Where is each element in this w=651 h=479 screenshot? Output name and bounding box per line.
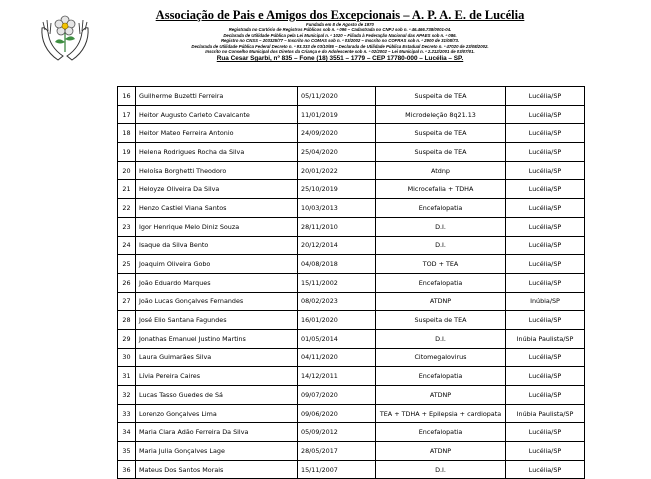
city-cell: Inúbia Paulista/SP	[506, 404, 585, 423]
table-row	[118, 311, 585, 330]
table-row	[118, 273, 585, 292]
table-row	[118, 180, 585, 199]
student-name-cell: Joaquim Oliveira Gobo	[136, 255, 298, 274]
diagnosis-cell: ATDNP	[376, 292, 506, 311]
student-name-cell: Heitor Mateo Ferreira Antonio	[136, 124, 298, 143]
city-cell: Lucélia/SP	[506, 105, 585, 124]
row-number-cell: 35	[118, 442, 136, 461]
row-number-cell: 33	[118, 404, 136, 423]
table-row	[118, 124, 585, 143]
student-name-cell: Helena Rodrigues Rocha da Silva	[136, 143, 298, 162]
diagnosis-cell: Microdeleção 8q21.13	[376, 105, 506, 124]
table-row	[118, 329, 585, 348]
row-number-cell: 30	[118, 348, 136, 367]
diagnosis-cell: Suspeita de TEA	[376, 311, 506, 330]
student-name-cell: João Lucas Gonçalves Fernandes	[136, 292, 298, 311]
row-number-cell: 34	[118, 423, 136, 442]
student-name-cell: Maria Clara Adão Ferreira Da Silva	[136, 423, 298, 442]
birth-date-cell: 09/06/2020	[298, 404, 376, 423]
student-name-cell: Laura Guimarães Silva	[136, 348, 298, 367]
diagnosis-cell: Encefalopatia	[376, 423, 506, 442]
birth-date-cell: 01/05/2014	[298, 329, 376, 348]
hands-flower-icon	[36, 8, 94, 66]
birth-date-cell: 25/04/2020	[298, 143, 376, 162]
row-number-cell: 26	[118, 273, 136, 292]
birth-date-cell: 20/01/2022	[298, 161, 376, 180]
registration-line: Registro no CNSS – 203325/77 – Inscrito no COMAS sob n. º 03/2002 – Inscrito no COFRAS sob n. º 2900 de 31/08/73.	[220, 38, 460, 44]
birth-date-cell: 11/01/2019	[298, 105, 376, 124]
student-name-cell: Mateus Dos Santos Morais	[136, 460, 298, 479]
birth-date-cell: 15/11/2002	[298, 273, 376, 292]
row-number-cell: 17	[118, 105, 136, 124]
city-cell: Lucélia/SP	[506, 442, 585, 461]
row-number-cell: 25	[118, 255, 136, 274]
table-row	[118, 105, 585, 124]
city-cell: Lucélia/SP	[506, 124, 585, 143]
diagnosis-cell: Suspeita de TEA	[376, 143, 506, 162]
registration-line: Registrada no Cartório de Registros Públicos sob n. º 096 – Cadastrada no CNPJ sob n. º 46.466.738/0001-04.	[228, 27, 452, 33]
table-row	[118, 87, 585, 106]
diagnosis-cell: TEA + TDHA + Epilepsia + cardiopata	[376, 404, 506, 423]
address-line: Rua Cesar Sgarbi, nº 835 – Fone (18) 3551 – 1779 – CEP 17780-000 – Lucélia – SP.	[216, 55, 464, 63]
table-row	[118, 367, 585, 386]
city-cell: Lucélia/SP	[506, 255, 585, 274]
diagnosis-cell: Encefalopatia	[376, 367, 506, 386]
row-number-cell: 21	[118, 180, 136, 199]
table-row	[118, 386, 585, 405]
table-row	[118, 236, 585, 255]
student-name-cell: Jonathas Emanuel Justino Martins	[136, 329, 298, 348]
student-name-cell: Maria Julia Gonçalves Lage	[136, 442, 298, 461]
city-cell: Lucélia/SP	[506, 217, 585, 236]
diagnosis-cell: Encefalopatia	[376, 273, 506, 292]
diagnosis-cell: Microcefalia + TDHA	[376, 180, 506, 199]
diagnosis-cell: D.I.	[376, 217, 506, 236]
student-name-cell: Isaque da Silva Bento	[136, 236, 298, 255]
student-name-cell: Heloísa Borghetti Theodoro	[136, 161, 298, 180]
table-row	[118, 348, 585, 367]
birth-date-cell: 25/10/2019	[298, 180, 376, 199]
student-name-cell: Heloyze Oliveira Da Silva	[136, 180, 298, 199]
row-number-cell: 22	[118, 199, 136, 218]
city-cell: Lucélia/SP	[506, 180, 585, 199]
row-number-cell: 29	[118, 329, 136, 348]
diagnosis-cell: D.I.	[376, 329, 506, 348]
diagnosis-cell: ATDNP	[376, 386, 506, 405]
organization-name: Associação de Pais e Amigos dos Excepcionais – A. P. A. E. de Lucélia	[155, 8, 525, 22]
registration-line: Inscrito no Conselho Municipal dos Diretos da Criança e do Adolescente sob n. º 02/2002 – Lei Municipal n. º 2.212/2001 de 03/07/01.	[205, 49, 475, 55]
row-number-cell: 31	[118, 367, 136, 386]
city-cell: Inúbia/SP	[506, 292, 585, 311]
city-cell: Lucélia/SP	[506, 161, 585, 180]
city-cell: Lucélia/SP	[506, 199, 585, 218]
diagnosis-cell: Citomegalovirus	[376, 348, 506, 367]
row-number-cell: 28	[118, 311, 136, 330]
student-name-cell: Guilherme Buzetti Ferreira	[136, 87, 298, 106]
diagnosis-cell: Atdnp	[376, 161, 506, 180]
city-cell: Lucélia/SP	[506, 367, 585, 386]
city-cell: Lucélia/SP	[506, 460, 585, 479]
birth-date-cell: 04/11/2020	[298, 348, 376, 367]
birth-date-cell: 05/11/2020	[298, 87, 376, 106]
table-row	[118, 460, 585, 479]
diagnosis-cell: ATDNP	[376, 442, 506, 461]
table-row	[118, 217, 585, 236]
registration-line: Fundada em 8 de Agosto de 1970	[306, 22, 374, 27]
birth-date-cell: 10/03/2013	[298, 199, 376, 218]
city-cell: Lucélia/SP	[506, 348, 585, 367]
city-cell: Lucélia/SP	[506, 386, 585, 405]
birth-date-cell: 14/12/2011	[298, 367, 376, 386]
student-name-cell: Lívia Pereira Caires	[136, 367, 298, 386]
student-name-cell: José Elio Santana Fagundes	[136, 311, 298, 330]
diagnosis-cell: D.I.	[376, 460, 506, 479]
table-row	[118, 143, 585, 162]
roster-body	[118, 87, 585, 479]
diagnosis-cell: Suspeita de TEA	[376, 124, 506, 143]
student-name-cell: Henzo Castiel Viana Santos	[136, 199, 298, 218]
birth-date-cell: 28/11/2010	[298, 217, 376, 236]
row-number-cell: 23	[118, 217, 136, 236]
birth-date-cell: 04/08/2018	[298, 255, 376, 274]
row-number-cell: 19	[118, 143, 136, 162]
table-row	[118, 442, 585, 461]
table-row	[118, 199, 585, 218]
document-header	[120, 8, 560, 63]
row-number-cell: 20	[118, 161, 136, 180]
row-number-cell: 18	[118, 124, 136, 143]
row-number-cell: 32	[118, 386, 136, 405]
birth-date-cell: 15/11/2007	[298, 460, 376, 479]
table-row	[118, 292, 585, 311]
table-row	[118, 423, 585, 442]
table-row	[118, 404, 585, 423]
birth-date-cell: 16/01/2020	[298, 311, 376, 330]
birth-date-cell: 09/07/2020	[298, 386, 376, 405]
student-roster-table	[117, 86, 585, 479]
row-number-cell: 36	[118, 460, 136, 479]
city-cell: Inúbia Paulista/SP	[506, 329, 585, 348]
student-name-cell: Heitor Augusto Carleto Cavalcante	[136, 105, 298, 124]
birth-date-cell: 05/09/2012	[298, 423, 376, 442]
table-row	[118, 161, 585, 180]
apae-logo	[36, 8, 94, 66]
city-cell: Lucélia/SP	[506, 87, 585, 106]
diagnosis-cell: Encefalopatia	[376, 199, 506, 218]
student-name-cell: Lorenzo Gonçalves Lima	[136, 404, 298, 423]
student-name-cell: Lucas Tasso Guedes de Sá	[136, 386, 298, 405]
registration-line: Declarada de Utilidade Pública Federal Decreto n. º 93.333 de 03/10/86 – Declarada de Utilidade Pública Estadual Decreto n. º 47020 de 23/08/2002.	[191, 43, 489, 49]
birth-date-cell: 28/05/2017	[298, 442, 376, 461]
student-name-cell: Igor Henrique Melo Diniz Souza	[136, 217, 298, 236]
table-row	[118, 255, 585, 274]
city-cell: Lucélia/SP	[506, 143, 585, 162]
diagnosis-cell: Suspeita de TEA	[376, 87, 506, 106]
city-cell: Lucélia/SP	[506, 423, 585, 442]
birth-date-cell: 24/09/2020	[298, 124, 376, 143]
student-name-cell: João Eduardo Marques	[136, 273, 298, 292]
row-number-cell: 16	[118, 87, 136, 106]
city-cell: Lucélia/SP	[506, 236, 585, 255]
registration-line: Declarada de Utilidade Pública pela Lei Municipal n. º 1020 – Filiada à Federação Nacional das APAES sob n. º 086.	[223, 32, 457, 38]
city-cell: Lucélia/SP	[506, 311, 585, 330]
birth-date-cell: 20/12/2014	[298, 236, 376, 255]
row-number-cell: 27	[118, 292, 136, 311]
birth-date-cell: 08/02/2023	[298, 292, 376, 311]
row-number-cell: 24	[118, 236, 136, 255]
diagnosis-cell: D.I.	[376, 236, 506, 255]
city-cell: Lucélia/SP	[506, 273, 585, 292]
diagnosis-cell: TOD + TEA	[376, 255, 506, 274]
